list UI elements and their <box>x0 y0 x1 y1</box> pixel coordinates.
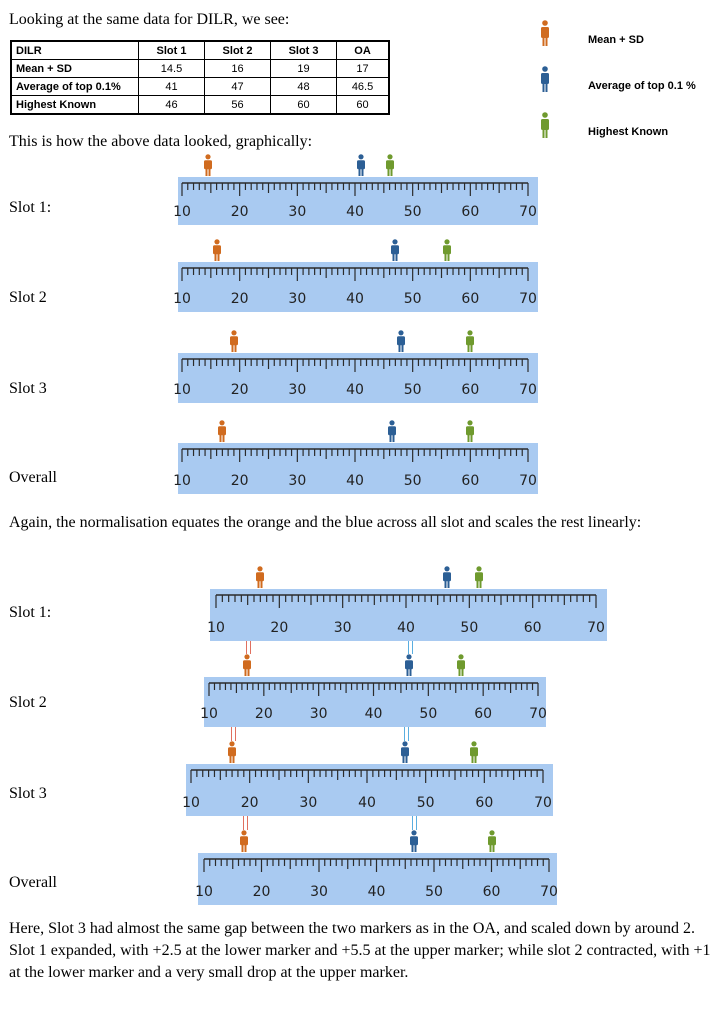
ruler-tick-label: 60 <box>474 706 493 722</box>
normalisation-intro-text: Again, the normalisation equates the orange and the blue across all slot and scales the rest linearly: <box>9 514 642 531</box>
ruler-tick-label: 60 <box>482 884 501 900</box>
table-row <box>11 96 389 115</box>
raw-marker-orange <box>229 330 239 352</box>
ruler-tick-label: 40 <box>346 382 364 398</box>
normalized-marker-blue <box>442 566 452 588</box>
table-cell: 60 <box>337 96 389 115</box>
ruler-tick-label: 70 <box>519 204 537 220</box>
legend-label: Highest Known <box>588 126 669 138</box>
person-blue-icon <box>540 66 550 95</box>
ruler-tick-label: 30 <box>288 382 307 398</box>
ruler-tick-label: 70 <box>529 706 547 722</box>
ruler-tick-label: 70 <box>534 795 552 811</box>
table-row-label: Highest Known <box>11 96 139 115</box>
ruler-tick-label: 50 <box>403 473 422 489</box>
ruler-tick-label: 30 <box>288 291 307 307</box>
normalized-marker-blue <box>404 654 414 676</box>
ruler-tick-label: 20 <box>270 620 289 636</box>
ruler-tick-label: 70 <box>587 620 605 636</box>
normalized-ruler-3 <box>182 764 553 816</box>
raw-marker-orange <box>203 154 213 176</box>
normalized-marker-orange <box>242 654 252 676</box>
table-cell: 60 <box>271 96 337 115</box>
blue-alignment-line <box>412 816 417 830</box>
table-cell: 17 <box>337 60 389 78</box>
raw-slot-label: Slot 2 <box>9 289 47 306</box>
table-header-cell: Slot 3 <box>271 41 337 60</box>
table-row-label: Average of top 0.1% <box>11 78 139 96</box>
raw-slot-label: Slot 1: <box>9 199 52 216</box>
table-cell: 48 <box>271 78 337 96</box>
ruler-tick-label: 50 <box>425 884 443 900</box>
table-cell: 46 <box>139 96 205 115</box>
raw-marker-blue <box>390 239 400 261</box>
raw-marker-green <box>465 420 475 442</box>
ruler-tick-label: 10 <box>173 204 191 220</box>
ruler-tick-label: 10 <box>207 620 225 636</box>
table-header-row <box>11 41 389 60</box>
ruler-tick-label: 70 <box>519 473 537 489</box>
ruler-tick-label: 60 <box>523 620 542 636</box>
ruler-tick-label: 60 <box>461 204 480 220</box>
ruler-tick-label: 60 <box>461 473 480 489</box>
table-cell: 19 <box>271 60 337 78</box>
table-cell: 14.5 <box>139 60 205 78</box>
normalized-ruler-2 <box>200 677 547 727</box>
ruler-tick-label: 20 <box>230 204 249 220</box>
ruler-tick-label: 40 <box>358 795 376 811</box>
ruler-tick-label: 20 <box>252 884 271 900</box>
table-row <box>11 78 389 96</box>
ruler-tick-label: 30 <box>288 473 307 489</box>
person-green-icon <box>540 112 550 141</box>
table-cell: 56 <box>205 96 271 115</box>
normalized-marker-green <box>474 566 484 588</box>
raw-marker-green <box>465 330 475 352</box>
person-orange-icon <box>540 20 550 49</box>
raw-ruler-4 <box>173 443 538 494</box>
raw-ruler-3 <box>173 353 538 403</box>
table-header-cell: OA <box>337 41 389 60</box>
table-row-label: Mean + SD <box>11 60 139 78</box>
ruler-tick-label: 40 <box>346 291 364 307</box>
normalized-slot-label: Overall <box>9 874 57 891</box>
ruler-tick-label: 70 <box>519 382 537 398</box>
normalized-marker-green <box>456 654 466 676</box>
table-row <box>11 60 389 78</box>
normalized-slot-label: Slot 1: <box>9 604 52 621</box>
raw-marker-blue <box>356 154 366 176</box>
normalized-marker-blue <box>409 830 419 852</box>
blue-alignment-line <box>408 641 413 654</box>
ruler-tick-label: 60 <box>461 382 480 398</box>
ruler-tick-label: 60 <box>461 291 480 307</box>
ruler-tick-label: 10 <box>173 291 191 307</box>
ruler-tick-label: 50 <box>403 291 422 307</box>
legend-label: Mean + SD <box>588 34 644 46</box>
ruler-tick-label: 50 <box>460 620 479 636</box>
ruler-tick-label: 40 <box>346 204 364 220</box>
ruler-tick-label: 40 <box>367 884 386 900</box>
table-header-cell: Slot 1 <box>139 41 205 60</box>
normalized-ruler-4 <box>195 853 558 905</box>
normalized-marker-orange <box>227 741 237 763</box>
dilr-table <box>10 40 390 115</box>
orange-alignment-line <box>246 641 251 654</box>
table-cell: 41 <box>139 78 205 96</box>
ruler-tick-label: 50 <box>419 706 438 722</box>
graph-intro-text: This is how the above data looked, graphically: <box>9 133 313 150</box>
ruler-tick-label: 20 <box>240 795 259 811</box>
table-cell: 16 <box>205 60 271 78</box>
raw-ruler-1 <box>173 177 538 225</box>
ruler-tick-label: 20 <box>230 291 249 307</box>
raw-marker-blue <box>396 330 406 352</box>
normalized-marker-green <box>469 741 479 763</box>
ruler-tick-label: 60 <box>475 795 494 811</box>
orange-alignment-line <box>231 727 236 741</box>
table-header-cell: DILR <box>11 41 139 60</box>
raw-marker-green <box>385 154 395 176</box>
ruler-tick-label: 50 <box>403 382 422 398</box>
ruler-tick-label: 30 <box>310 884 328 900</box>
ruler-tick-label: 10 <box>200 706 218 722</box>
ruler-tick-label: 70 <box>519 291 537 307</box>
ruler-tick-label: 20 <box>254 706 273 722</box>
ruler-tick-label: 30 <box>309 706 328 722</box>
normalized-marker-green <box>487 830 497 852</box>
ruler-tick-label: 50 <box>416 795 435 811</box>
raw-marker-green <box>442 239 452 261</box>
raw-ruler-2 <box>173 262 538 312</box>
ruler-tick-label: 30 <box>288 204 307 220</box>
ruler-tick-label: 40 <box>397 620 415 636</box>
normalized-ruler-1 <box>207 589 607 641</box>
normalized-marker-orange <box>255 566 265 588</box>
ruler-tick-label: 70 <box>540 884 558 900</box>
ruler-tick-label: 10 <box>173 473 191 489</box>
ruler-tick-label: 20 <box>230 473 249 489</box>
intro-text: Looking at the same data for DILR, we see: <box>9 11 290 28</box>
ruler-tick-label: 10 <box>182 795 200 811</box>
normalized-slot-label: Slot 2 <box>9 694 47 711</box>
conclusion-text: Here, Slot 3 had almost the same gap between the two markers as in the OA, and scaled down by around 2. Slot 1 expanded, with +2.5 at the lower marker and +5.5 at the upper marker; while slot 2 contracted, with +1 at the lower marker and a very small drop at the upper marker. <box>9 920 711 981</box>
ruler-tick-label: 40 <box>346 473 364 489</box>
ruler-tick-label: 50 <box>403 204 422 220</box>
ruler-tick-label: 10 <box>195 884 213 900</box>
ruler-tick-label: 20 <box>230 382 249 398</box>
table-header-cell: Slot 2 <box>205 41 271 60</box>
raw-marker-orange <box>217 420 227 442</box>
ruler-tick-label: 30 <box>333 620 352 636</box>
table-cell: 46.5 <box>337 78 389 96</box>
raw-slot-label: Overall <box>9 469 57 486</box>
ruler-tick-label: 40 <box>364 706 383 722</box>
blue-alignment-line <box>404 727 409 741</box>
normalized-marker-blue <box>400 741 410 763</box>
raw-marker-orange <box>212 239 222 261</box>
normalized-slot-label: Slot 3 <box>9 785 47 802</box>
ruler-tick-label: 10 <box>173 382 191 398</box>
normalized-marker-orange <box>239 830 249 852</box>
orange-alignment-line <box>243 816 248 830</box>
raw-slot-label: Slot 3 <box>9 380 47 397</box>
legend-label: Average of top 0.1 % <box>588 80 696 92</box>
raw-marker-blue <box>387 420 397 442</box>
ruler-tick-label: 30 <box>299 795 318 811</box>
table-cell: 47 <box>205 78 271 96</box>
